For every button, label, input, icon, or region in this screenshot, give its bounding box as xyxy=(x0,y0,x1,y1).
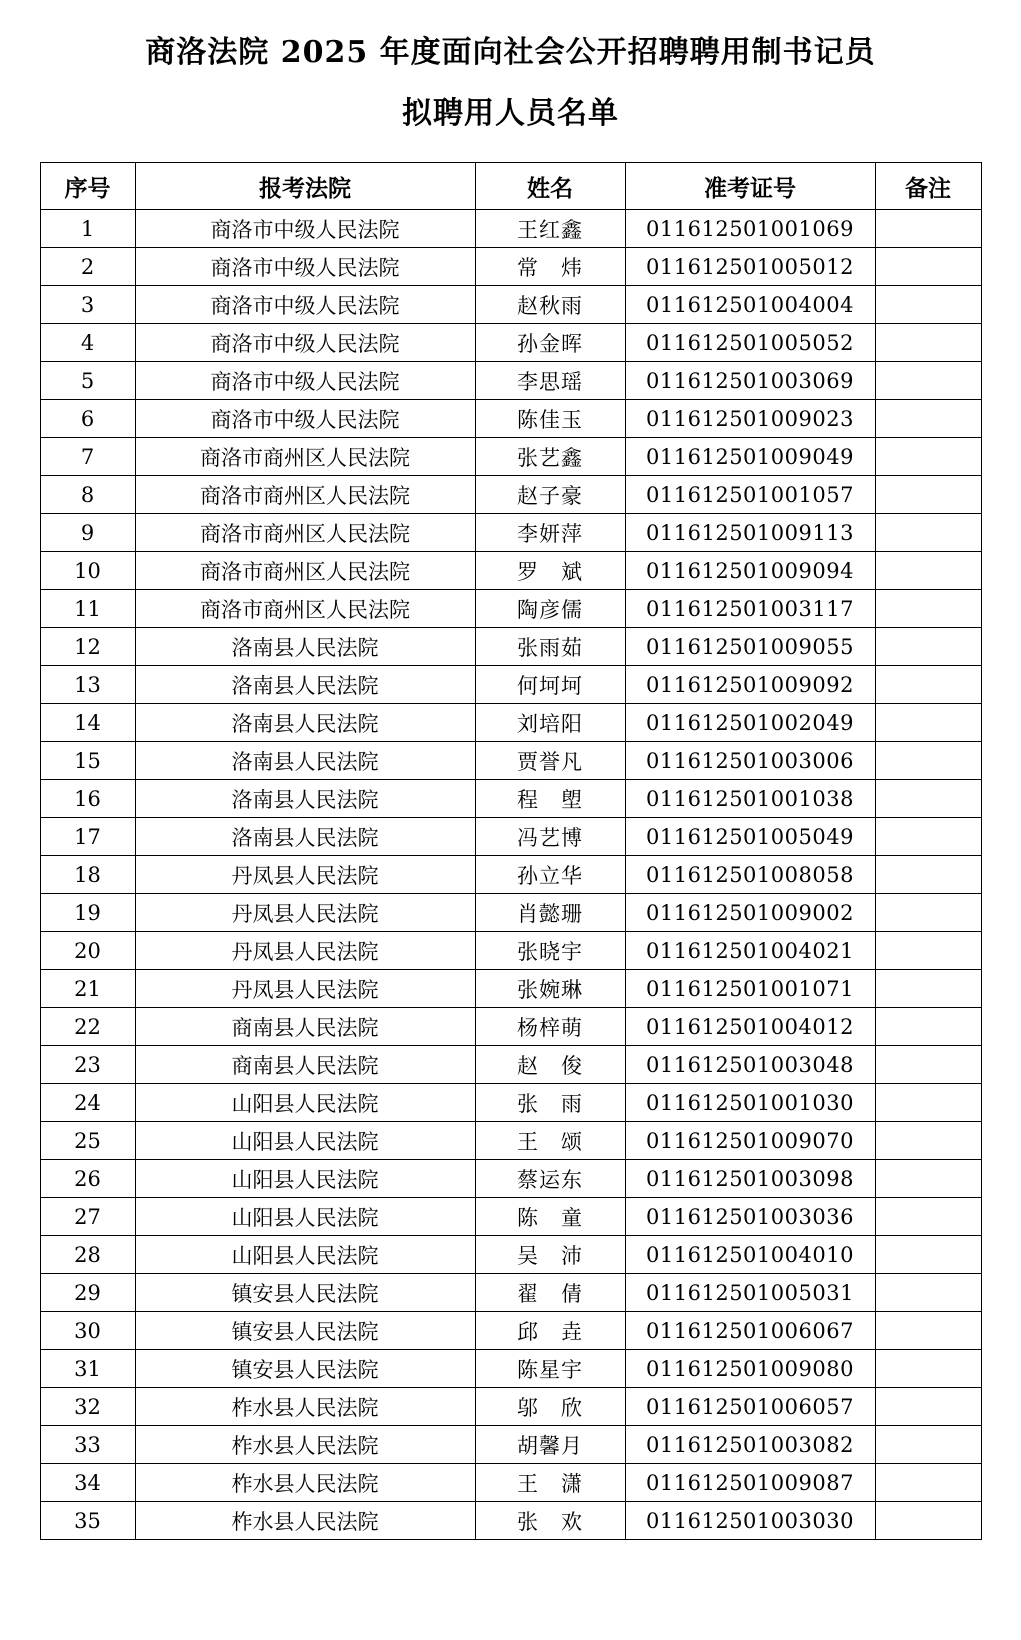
cell-ticket-number: 011612501009092 xyxy=(625,666,875,704)
cell-ticket-number: 011612501009080 xyxy=(625,1350,875,1388)
table-header xyxy=(40,163,981,210)
cell-court: 商洛市中级人民法院 xyxy=(135,324,475,362)
cell-name: 张艺鑫 xyxy=(475,438,625,476)
table-row xyxy=(40,362,981,400)
cell-name: 刘培阳 xyxy=(475,704,625,742)
cell-ticket-number: 011612501009113 xyxy=(625,514,875,552)
table-row xyxy=(40,1198,981,1236)
cell-court: 山阳县人民法院 xyxy=(135,1198,475,1236)
cell-index: 21 xyxy=(40,970,135,1008)
cell-name: 陈佳玉 xyxy=(475,400,625,438)
cell-court: 洛南县人民法院 xyxy=(135,666,475,704)
cell-index: 26 xyxy=(40,1160,135,1198)
cell-court: 镇安县人民法院 xyxy=(135,1312,475,1350)
cell-index: 22 xyxy=(40,1008,135,1046)
table-row xyxy=(40,704,981,742)
cell-index: 3 xyxy=(40,286,135,324)
page-title xyxy=(28,30,993,136)
cell-index: 18 xyxy=(40,856,135,894)
cell-court: 洛南县人民法院 xyxy=(135,704,475,742)
cell-court: 柞水县人民法院 xyxy=(135,1502,475,1540)
table-row xyxy=(40,1388,981,1426)
cell-name: 孙立华 xyxy=(475,856,625,894)
cell-court: 商洛市中级人民法院 xyxy=(135,286,475,324)
cell-remark xyxy=(875,1122,981,1160)
cell-court: 洛南县人民法院 xyxy=(135,628,475,666)
cell-court: 商洛市商州区人民法院 xyxy=(135,590,475,628)
cell-ticket-number: 011612501001069 xyxy=(625,210,875,248)
cell-name: 杨梓萌 xyxy=(475,1008,625,1046)
cell-ticket-number: 011612501009094 xyxy=(625,552,875,590)
cell-index: 24 xyxy=(40,1084,135,1122)
cell-name: 贾誉凡 xyxy=(475,742,625,780)
cell-index: 27 xyxy=(40,1198,135,1236)
cell-index: 35 xyxy=(40,1502,135,1540)
cell-index: 23 xyxy=(40,1046,135,1084)
table-row xyxy=(40,210,981,248)
cell-court: 山阳县人民法院 xyxy=(135,1160,475,1198)
cell-index: 33 xyxy=(40,1426,135,1464)
cell-court: 丹凤县人民法院 xyxy=(135,856,475,894)
cell-remark xyxy=(875,1312,981,1350)
table-row xyxy=(40,400,981,438)
cell-index: 12 xyxy=(40,628,135,666)
cell-remark xyxy=(875,210,981,248)
cell-ticket-number: 011612501001038 xyxy=(625,780,875,818)
cell-remark xyxy=(875,818,981,856)
cell-court: 商洛市商州区人民法院 xyxy=(135,552,475,590)
cell-index: 7 xyxy=(40,438,135,476)
cell-court: 洛南县人民法院 xyxy=(135,742,475,780)
cell-name: 吴 沛 xyxy=(475,1236,625,1274)
table-row xyxy=(40,1502,981,1540)
cell-name: 李思瑶 xyxy=(475,362,625,400)
cell-court: 商南县人民法院 xyxy=(135,1008,475,1046)
cell-court: 镇安县人民法院 xyxy=(135,1350,475,1388)
cell-name: 孙金晖 xyxy=(475,324,625,362)
cell-ticket-number: 011612501001071 xyxy=(625,970,875,1008)
cell-ticket-number: 011612501001030 xyxy=(625,1084,875,1122)
cell-name: 陶彦儒 xyxy=(475,590,625,628)
cell-index: 29 xyxy=(40,1274,135,1312)
cell-remark xyxy=(875,856,981,894)
table-row xyxy=(40,666,981,704)
cell-remark xyxy=(875,248,981,286)
table-row xyxy=(40,1160,981,1198)
table-row xyxy=(40,856,981,894)
table-row xyxy=(40,590,981,628)
cell-name: 张婉琳 xyxy=(475,970,625,1008)
cell-index: 17 xyxy=(40,818,135,856)
table-row xyxy=(40,286,981,324)
cell-index: 13 xyxy=(40,666,135,704)
cell-name: 邬 欣 xyxy=(475,1388,625,1426)
table-row xyxy=(40,1274,981,1312)
cell-court: 商洛市中级人民法院 xyxy=(135,210,475,248)
cell-ticket-number: 011612501002049 xyxy=(625,704,875,742)
table-row xyxy=(40,970,981,1008)
table-row xyxy=(40,552,981,590)
page-title-line-1: 商洛法院 2025 年度面向社会公开招聘聘用制书记员 xyxy=(145,35,876,70)
table-row xyxy=(40,1426,981,1464)
cell-court: 丹凤县人民法院 xyxy=(135,894,475,932)
cell-ticket-number: 011612501009070 xyxy=(625,1122,875,1160)
column-header-court: 报考法院 xyxy=(135,163,475,210)
cell-ticket-number: 011612501004004 xyxy=(625,286,875,324)
cell-index: 9 xyxy=(40,514,135,552)
table-row xyxy=(40,818,981,856)
cell-ticket-number: 011612501004012 xyxy=(625,1008,875,1046)
cell-name: 赵秋雨 xyxy=(475,286,625,324)
cell-remark xyxy=(875,970,981,1008)
cell-remark xyxy=(875,362,981,400)
cell-ticket-number: 011612501004010 xyxy=(625,1236,875,1274)
cell-name: 何坷坷 xyxy=(475,666,625,704)
cell-court: 洛南县人民法院 xyxy=(135,780,475,818)
table-row xyxy=(40,324,981,362)
cell-remark xyxy=(875,1426,981,1464)
cell-name: 常 炜 xyxy=(475,248,625,286)
cell-court: 商洛市中级人民法院 xyxy=(135,248,475,286)
cell-court: 商洛市中级人民法院 xyxy=(135,362,475,400)
cell-index: 28 xyxy=(40,1236,135,1274)
table-row xyxy=(40,628,981,666)
cell-court: 丹凤县人民法院 xyxy=(135,970,475,1008)
cell-name: 蔡运东 xyxy=(475,1160,625,1198)
cell-ticket-number: 011612501003036 xyxy=(625,1198,875,1236)
cell-remark xyxy=(875,514,981,552)
table-row xyxy=(40,1236,981,1274)
table-row xyxy=(40,742,981,780)
cell-index: 4 xyxy=(40,324,135,362)
cell-ticket-number: 011612501006067 xyxy=(625,1312,875,1350)
cell-name: 陈星宇 xyxy=(475,1350,625,1388)
cell-name: 赵 俊 xyxy=(475,1046,625,1084)
cell-court: 柞水县人民法院 xyxy=(135,1388,475,1426)
roster-table xyxy=(40,162,982,1540)
cell-index: 34 xyxy=(40,1464,135,1502)
cell-name: 张雨茹 xyxy=(475,628,625,666)
cell-court: 山阳县人民法院 xyxy=(135,1122,475,1160)
cell-index: 6 xyxy=(40,400,135,438)
cell-remark xyxy=(875,590,981,628)
cell-court: 柞水县人民法院 xyxy=(135,1464,475,1502)
cell-name: 张 欢 xyxy=(475,1502,625,1540)
cell-remark xyxy=(875,1236,981,1274)
cell-remark xyxy=(875,1198,981,1236)
cell-ticket-number: 011612501009087 xyxy=(625,1464,875,1502)
table-header-row xyxy=(40,163,981,210)
column-header-ticket-number: 准考证号 xyxy=(625,163,875,210)
cell-court: 商洛市商州区人民法院 xyxy=(135,438,475,476)
cell-remark xyxy=(875,1084,981,1122)
cell-remark xyxy=(875,1350,981,1388)
cell-remark xyxy=(875,666,981,704)
cell-name: 肖懿珊 xyxy=(475,894,625,932)
cell-remark xyxy=(875,1160,981,1198)
cell-ticket-number: 011612501005049 xyxy=(625,818,875,856)
cell-name: 冯艺博 xyxy=(475,818,625,856)
table-row xyxy=(40,514,981,552)
cell-index: 11 xyxy=(40,590,135,628)
cell-court: 镇安县人民法院 xyxy=(135,1274,475,1312)
cell-name: 胡馨月 xyxy=(475,1426,625,1464)
cell-ticket-number: 011612501003098 xyxy=(625,1160,875,1198)
table-row xyxy=(40,438,981,476)
cell-ticket-number: 011612501004021 xyxy=(625,932,875,970)
table-row xyxy=(40,1350,981,1388)
column-header-index: 序号 xyxy=(40,163,135,210)
cell-ticket-number: 011612501003006 xyxy=(625,742,875,780)
cell-index: 32 xyxy=(40,1388,135,1426)
table-row xyxy=(40,1084,981,1122)
cell-court: 柞水县人民法院 xyxy=(135,1426,475,1464)
cell-ticket-number: 011612501003069 xyxy=(625,362,875,400)
cell-ticket-number: 011612501009023 xyxy=(625,400,875,438)
cell-name: 程 塱 xyxy=(475,780,625,818)
cell-ticket-number: 011612501003082 xyxy=(625,1426,875,1464)
cell-court: 山阳县人民法院 xyxy=(135,1236,475,1274)
cell-remark xyxy=(875,1502,981,1540)
cell-name: 陈 童 xyxy=(475,1198,625,1236)
cell-name: 邱 垚 xyxy=(475,1312,625,1350)
cell-name: 张 雨 xyxy=(475,1084,625,1122)
cell-name: 王 颂 xyxy=(475,1122,625,1160)
cell-index: 16 xyxy=(40,780,135,818)
cell-ticket-number: 011612501003048 xyxy=(625,1046,875,1084)
cell-name: 李妍萍 xyxy=(475,514,625,552)
cell-name: 王红鑫 xyxy=(475,210,625,248)
cell-remark xyxy=(875,476,981,514)
cell-remark xyxy=(875,932,981,970)
cell-court: 商洛市中级人民法院 xyxy=(135,400,475,438)
cell-index: 31 xyxy=(40,1350,135,1388)
table-row xyxy=(40,894,981,932)
cell-index: 2 xyxy=(40,248,135,286)
cell-remark xyxy=(875,1008,981,1046)
cell-index: 5 xyxy=(40,362,135,400)
cell-remark xyxy=(875,1046,981,1084)
cell-court: 洛南县人民法院 xyxy=(135,818,475,856)
cell-name: 罗 斌 xyxy=(475,552,625,590)
cell-index: 10 xyxy=(40,552,135,590)
table-row xyxy=(40,476,981,514)
cell-remark xyxy=(875,742,981,780)
cell-remark xyxy=(875,324,981,362)
cell-name: 翟 倩 xyxy=(475,1274,625,1312)
table-body xyxy=(40,210,981,1540)
table-row xyxy=(40,1122,981,1160)
cell-remark xyxy=(875,894,981,932)
column-header-name: 姓名 xyxy=(475,163,625,210)
cell-index: 1 xyxy=(40,210,135,248)
cell-ticket-number: 011612501009049 xyxy=(625,438,875,476)
cell-ticket-number: 011612501003030 xyxy=(625,1502,875,1540)
cell-name: 张晓宇 xyxy=(475,932,625,970)
cell-court: 商洛市商州区人民法院 xyxy=(135,476,475,514)
cell-name: 王 潇 xyxy=(475,1464,625,1502)
cell-remark xyxy=(875,704,981,742)
cell-index: 30 xyxy=(40,1312,135,1350)
cell-remark xyxy=(875,628,981,666)
cell-index: 20 xyxy=(40,932,135,970)
cell-ticket-number: 011612501008058 xyxy=(625,856,875,894)
cell-court: 商南县人民法院 xyxy=(135,1046,475,1084)
cell-remark xyxy=(875,400,981,438)
cell-index: 8 xyxy=(40,476,135,514)
cell-remark xyxy=(875,286,981,324)
cell-index: 15 xyxy=(40,742,135,780)
cell-index: 19 xyxy=(40,894,135,932)
cell-ticket-number: 011612501006057 xyxy=(625,1388,875,1426)
cell-ticket-number: 011612501005012 xyxy=(625,248,875,286)
table-row xyxy=(40,248,981,286)
cell-index: 25 xyxy=(40,1122,135,1160)
cell-court: 商洛市商州区人民法院 xyxy=(135,514,475,552)
cell-remark xyxy=(875,1388,981,1426)
cell-court: 丹凤县人民法院 xyxy=(135,932,475,970)
cell-ticket-number: 011612501009055 xyxy=(625,628,875,666)
cell-ticket-number: 011612501005052 xyxy=(625,324,875,362)
cell-remark xyxy=(875,1464,981,1502)
table-row xyxy=(40,1008,981,1046)
cell-court: 山阳县人民法院 xyxy=(135,1084,475,1122)
table-row xyxy=(40,932,981,970)
column-header-remark: 备注 xyxy=(875,163,981,210)
cell-ticket-number: 011612501003117 xyxy=(625,590,875,628)
cell-ticket-number: 011612501005031 xyxy=(625,1274,875,1312)
cell-ticket-number: 011612501001057 xyxy=(625,476,875,514)
table-row xyxy=(40,780,981,818)
cell-index: 14 xyxy=(40,704,135,742)
cell-name: 赵子豪 xyxy=(475,476,625,514)
table-row xyxy=(40,1046,981,1084)
cell-remark xyxy=(875,438,981,476)
page-title-line-2: 拟聘用人员名单 xyxy=(402,96,619,131)
table-row xyxy=(40,1464,981,1502)
cell-remark xyxy=(875,552,981,590)
cell-ticket-number: 011612501009002 xyxy=(625,894,875,932)
cell-remark xyxy=(875,780,981,818)
table-row xyxy=(40,1312,981,1350)
cell-remark xyxy=(875,1274,981,1312)
